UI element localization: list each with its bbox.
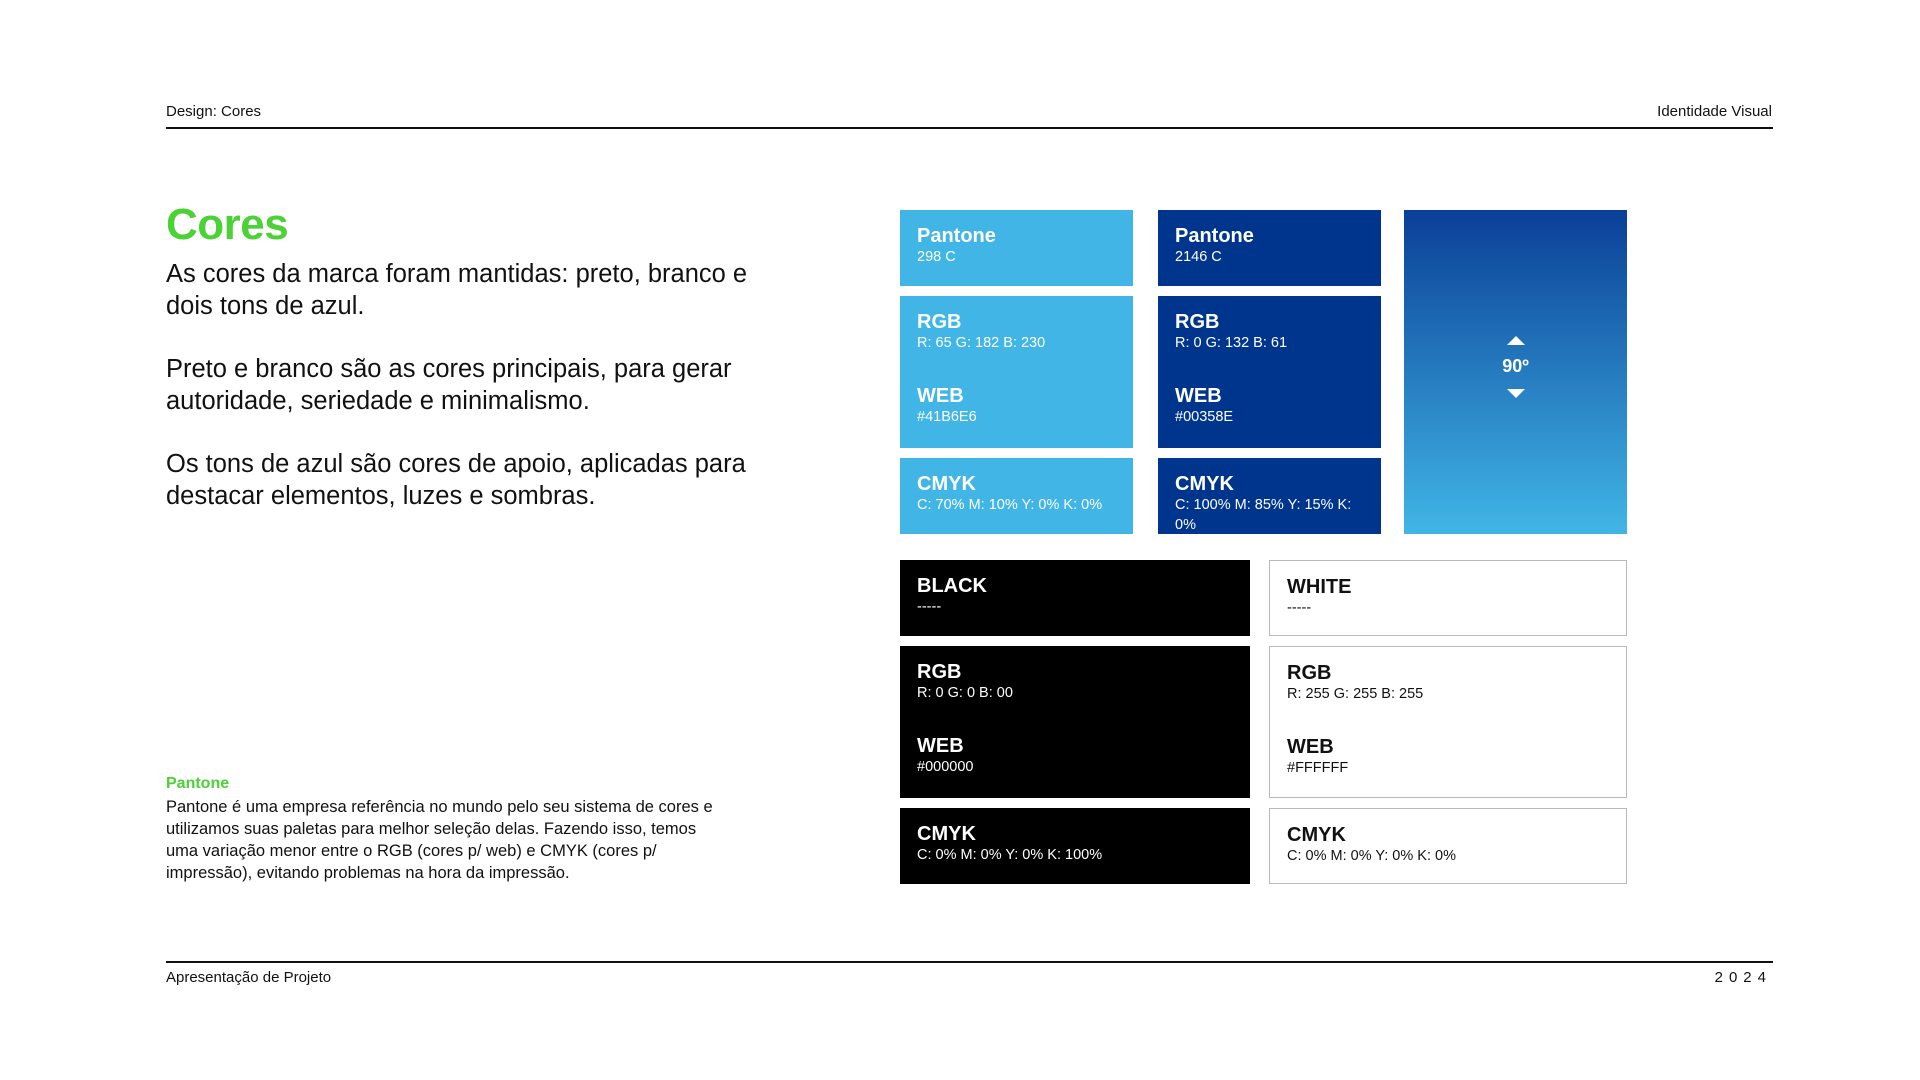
- swatch-label: WEB: [917, 735, 964, 757]
- swatch-label: WEB: [1287, 736, 1334, 758]
- swatch-value: #41B6E6: [917, 409, 977, 425]
- gradient-angle-control: [1404, 336, 1627, 398]
- footer-year: 2024: [1714, 969, 1772, 986]
- swatch-value: R: 65 G: 182 B: 230: [917, 335, 1046, 351]
- swatch-black-name: [900, 560, 1250, 636]
- intro-text: [166, 258, 766, 543]
- swatch-label: Pantone: [917, 225, 996, 247]
- swatch-value: C: 100% M: 85% Y: 15% K: 0%: [1175, 497, 1352, 533]
- swatch-white-name: [1269, 560, 1627, 636]
- swatch-black-rgb-web: [900, 646, 1250, 798]
- swatch-label: CMYK: [1287, 824, 1346, 846]
- swatch-value: #00358E: [1175, 409, 1234, 425]
- footer-divider: [166, 961, 1773, 963]
- pantone-note-title: Pantone: [166, 775, 230, 792]
- swatch-label: WEB: [917, 385, 964, 407]
- swatch-white-rgb-web: [1269, 646, 1627, 798]
- swatch-value: 2146 C: [1175, 249, 1222, 265]
- angle-down-icon: [1507, 389, 1525, 398]
- swatch-gradient: [1404, 210, 1627, 534]
- swatch-value: R: 0 G: 132 B: 61: [1175, 335, 1288, 351]
- swatch-label: CMYK: [917, 473, 976, 495]
- swatch-value: #FFFFFF: [1287, 760, 1349, 776]
- pantone-note-body: Pantone é uma empresa referência no mundo pelo seu sistema de cores e utilizamos suas paletas para melhor seleção delas. Fazendo isso, temos uma variação menor entre o RGB (cores p/ web) e CMYK (cores p/ impressão), evitando problemas na hora da impressão.: [166, 798, 713, 882]
- swatch-dark-blue-cmyk: [1158, 458, 1381, 534]
- swatch-value: C: 0% M: 0% Y: 0% K: 0%: [1287, 848, 1456, 864]
- swatch-value: -----: [1287, 600, 1312, 616]
- paragraph: Os tons de azul são cores de apoio, aplicadas para destacar elementos, luzes e sombras.: [166, 450, 746, 510]
- paragraph: As cores da marca foram mantidas: preto, branco e dois tons de azul.: [166, 260, 748, 320]
- swatch-light-blue-pantone: [900, 210, 1133, 286]
- swatch-label: WHITE: [1287, 576, 1352, 598]
- footer-project-label: Apresentação de Projeto: [166, 969, 332, 986]
- swatch-dark-blue-pantone: [1158, 210, 1381, 286]
- swatch-black-cmyk: [900, 808, 1250, 884]
- swatch-value: 298 C: [917, 249, 956, 265]
- swatch-value: R: 0 G: 0 B: 00: [917, 685, 1013, 701]
- swatch-label: RGB: [1287, 662, 1332, 684]
- swatch-label: RGB: [917, 661, 962, 683]
- swatch-label: WEB: [1175, 385, 1222, 407]
- gradient-angle: 90º: [1502, 356, 1529, 376]
- header-section-label: Design: Cores: [166, 103, 262, 120]
- swatch-label: CMYK: [917, 823, 976, 845]
- swatch-value: C: 70% M: 10% Y: 0% K: 0%: [917, 497, 1103, 513]
- header-divider: [166, 127, 1773, 129]
- swatch-label: RGB: [917, 311, 962, 333]
- swatch-value: -----: [917, 599, 942, 615]
- swatch-dark-blue-rgb-web: [1158, 296, 1381, 448]
- swatch-label: CMYK: [1175, 473, 1234, 495]
- header-document-label: Identidade Visual: [1657, 103, 1772, 120]
- swatch-light-blue-rgb-web: [900, 296, 1133, 448]
- swatch-value: R: 255 G: 255 B: 255: [1287, 686, 1424, 702]
- swatch-label: Pantone: [1175, 225, 1254, 247]
- swatch-label: RGB: [1175, 311, 1220, 333]
- swatch-light-blue-cmyk: [900, 458, 1133, 534]
- angle-up-icon: [1507, 336, 1525, 345]
- swatch-white-cmyk: [1269, 808, 1627, 884]
- page-title: Cores: [166, 200, 289, 249]
- swatch-label: BLACK: [917, 575, 987, 597]
- paragraph: Preto e branco são as cores principais, para gerar autoridade, seriedade e minimalismo.: [166, 355, 732, 415]
- swatch-value: C: 0% M: 0% Y: 0% K: 100%: [917, 847, 1103, 863]
- swatch-value: #000000: [917, 759, 974, 775]
